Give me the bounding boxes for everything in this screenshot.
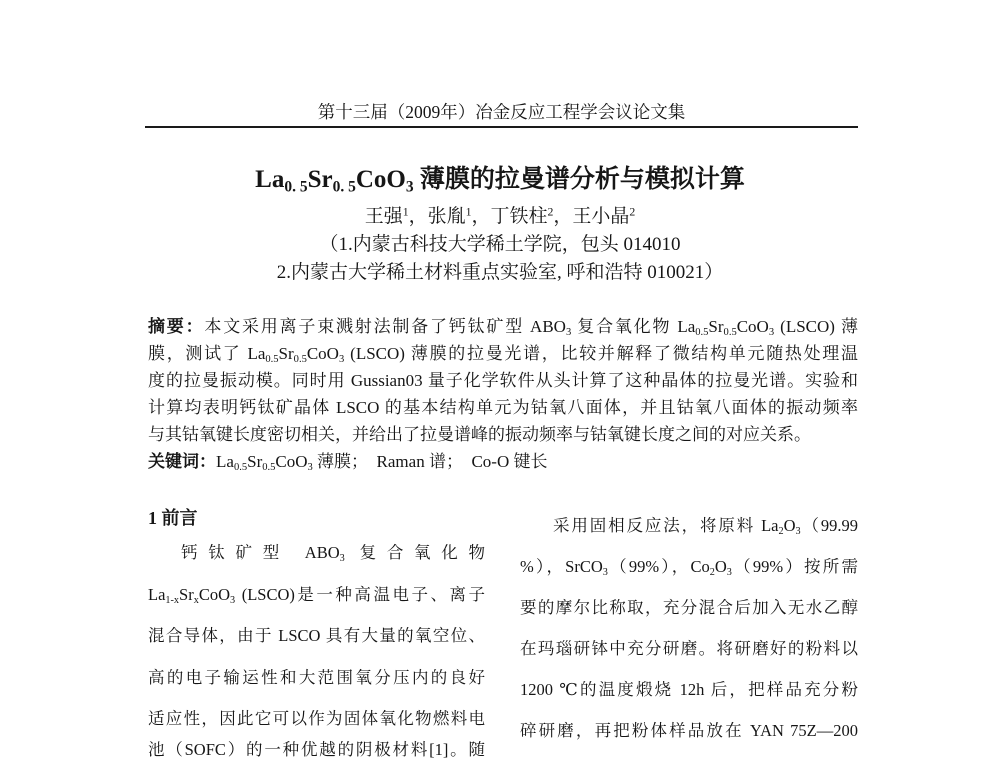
header-rule (145, 126, 858, 128)
text-run: CoO (355, 166, 406, 193)
subscript: 0.5 (265, 354, 279, 366)
text-run: 混合导体，由于 LSCO 具有大量的氧空位、 (148, 626, 485, 646)
abstract-line (148, 394, 858, 421)
text-run: (LSCO)是一种高温电子、离子 (235, 584, 485, 604)
abstract-line (148, 367, 858, 394)
text-run: 钙钛矿型 ABO (181, 543, 340, 562)
body-line (148, 657, 485, 699)
text-run: （99%），Co (607, 557, 710, 576)
abstract-line (148, 313, 858, 340)
abstract-label: 摘要： (148, 317, 205, 336)
text-run: Sr (179, 584, 194, 604)
subscript: 0.5 (723, 327, 737, 339)
text-run: Sr (247, 452, 263, 471)
subscript: 0.5 (262, 462, 276, 474)
superscript: 2 (547, 205, 554, 219)
affiliation-1: （1.内蒙古科技大学稀土学院，包头 014010 (319, 234, 681, 255)
text-run: 与其钴氧键长度密切相关，并给出了拉曼谱峰的振动频率与钴氧键长度之间的对应关系。 (148, 425, 811, 444)
subscript: 0.5 (695, 327, 709, 339)
text-run: 度的拉曼振动模。同时用 Gussian03 量子化学软件从头计算了这种晶体的拉曼光谱。实验和 (148, 371, 858, 390)
body-line (520, 546, 858, 587)
text-run: La (255, 166, 285, 193)
subscript: 3 (795, 526, 801, 538)
text-run: (LSCO) 薄 (774, 317, 858, 336)
subscript: 0. 5 (284, 178, 308, 196)
text-run: 在玛瑙研钵中充分研磨。将研磨好的粉料以 (520, 639, 858, 658)
subscript: 3 (229, 594, 236, 606)
body-line (520, 587, 858, 628)
subscript: 3 (307, 462, 313, 474)
text-run: 薄膜的拉曼谱分析与模拟计算 (413, 166, 745, 193)
superscript: 1 (465, 205, 472, 219)
text-run: Sr (307, 166, 333, 193)
body-line (520, 628, 858, 669)
text-run: 王强 (364, 206, 403, 227)
body-line (148, 698, 485, 740)
subscript: 0.5 (293, 354, 307, 366)
text-run: ，王小晶 (553, 206, 630, 227)
paper-title (0, 164, 1000, 196)
text-run: 1200 ℃的温度煅烧 12h 后，把样品充分粉 (520, 680, 858, 699)
text-run: 适应性，因此它可以作为固体氧化物燃料电 (148, 709, 485, 729)
keywords-text (216, 452, 548, 474)
subscript: 0.5 (233, 462, 248, 474)
affiliation-2: 2.内蒙古大学稀土材料重点实验室, 呼和浩特 010021） (276, 262, 724, 283)
text-run: CoO (275, 452, 308, 471)
keywords-label: 关键词： (148, 452, 216, 471)
body-line (148, 532, 485, 574)
subscript: 3 (726, 567, 732, 579)
subscript: 2 (709, 567, 715, 579)
text-run: ，张胤 (408, 206, 466, 227)
abstract-line (148, 340, 858, 367)
text-run: CoO (306, 344, 339, 363)
text-run: CoO (198, 584, 230, 604)
subscript: 3 (405, 178, 414, 196)
body-line (520, 505, 858, 546)
subscript: 3 (602, 567, 608, 579)
body-line (520, 669, 858, 710)
text-run: (LSCO) 薄膜的拉曼光谱，比较并解释了微结构单元随热处理温 (344, 344, 858, 363)
text-run: %），SrCO (520, 557, 603, 576)
abstract-line-text (204, 317, 858, 339)
text-run: 计算均表明钙钛矿晶体 LSCO 的基本结构单元为钴氧八面体，并且钴氧八面体的振动频率 (148, 398, 858, 417)
text-run: （99.99 (800, 516, 858, 535)
body-line (148, 574, 485, 616)
text-run: 复合氧化物 La (571, 317, 696, 336)
body-line (520, 710, 858, 751)
superscript: 2 (629, 205, 636, 219)
text-run: Sr (708, 317, 724, 336)
text-run: （99%）按所需 (731, 557, 858, 576)
subscript: 3 (338, 354, 345, 366)
section-heading: 1 前言 (148, 508, 198, 528)
subscript: x (193, 594, 199, 606)
right-column (520, 505, 858, 751)
text-run: La (148, 584, 166, 604)
text-run: 复合氧化物 (344, 543, 485, 562)
running-header: 第十三届（2009年）冶金反应工程学会议论文集 (317, 102, 686, 122)
text-run: 碎研磨，再把粉体样品放在 YAN 75Z—200 (520, 721, 858, 740)
subscript: 3 (565, 327, 572, 339)
text-run: 池（SOFC）的一种优越的阴极材料[1]。随 (148, 739, 485, 759)
subscript: 2 (778, 526, 784, 538)
abstract (148, 313, 858, 475)
text-run: Sr (278, 344, 294, 363)
subscript: 3 (768, 327, 775, 339)
text-run: O (783, 516, 796, 535)
text-run: CoO (736, 317, 769, 336)
text-run: 膜，测试了 La (148, 344, 266, 363)
text-run: ，丁铁柱 (471, 206, 548, 227)
subscript: 1-x (165, 594, 180, 606)
text-run: O (714, 557, 727, 576)
text-run: 本文采用离子束溅射法制备了钙钛矿型 ABO (204, 317, 566, 336)
text-run: 薄膜； Raman 谱； Co-O 键长 (312, 452, 548, 471)
superscript: 1 (402, 205, 409, 219)
text-run: 要的摩尔比称取，充分混合后加入无水乙醇 (520, 598, 858, 617)
keywords-line (148, 448, 858, 475)
left-column (148, 532, 485, 760)
subscript: 3 (339, 553, 345, 565)
author-list (0, 204, 1000, 230)
text-run: 采用固相反应法，将原料 La (553, 516, 779, 535)
text-run: 高的电子输运性和大范围氧分压内的良好 (148, 667, 485, 687)
subscript: 0. 5 (332, 178, 356, 196)
abstract-line (148, 421, 858, 448)
text-run: La (216, 452, 234, 471)
body-line (148, 740, 485, 760)
body-line (148, 615, 485, 657)
